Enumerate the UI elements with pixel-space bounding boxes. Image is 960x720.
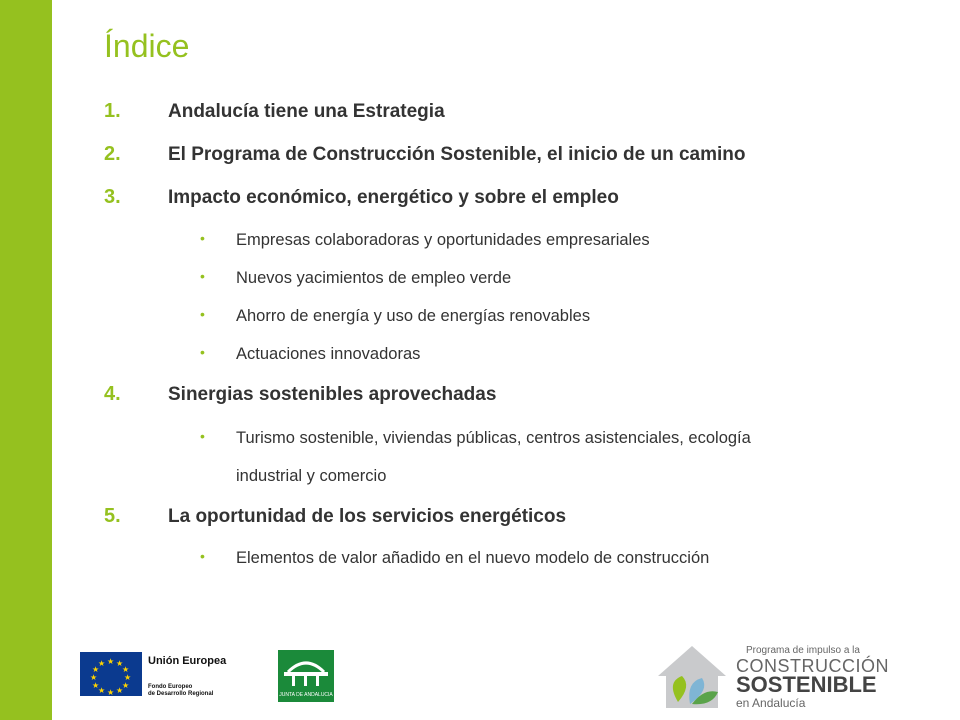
- item-title: Impacto económico, energético y sobre el empleo: [168, 187, 619, 208]
- construccion-sostenible-house-icon: [652, 642, 732, 712]
- junta-andalucia-logo: [278, 650, 334, 702]
- eu-logo-title: Unión Europea: [148, 655, 227, 667]
- cs-logo-line4: en Andalucía: [736, 696, 806, 710]
- bullet-icon: •: [200, 268, 205, 284]
- eu-logo-sub-line2: de Desarrollo Regional: [148, 691, 214, 697]
- eu-logo-sub-line1: Fondo Europeo: [148, 684, 193, 690]
- junta-logo-text: JUNTA DE ANDALUCIA: [279, 692, 333, 698]
- item-title: Sinergias sostenibles aprovechadas: [168, 384, 497, 405]
- bullet-icon: •: [200, 344, 205, 360]
- bullet-icon: •: [200, 548, 205, 564]
- item-number: 5.: [104, 505, 121, 527]
- bullet-icon: •: [200, 230, 205, 246]
- item-number: 1.: [104, 100, 121, 122]
- item-title: La oportunidad de los servicios energéticos: [168, 506, 567, 527]
- bullet-icon: •: [200, 306, 205, 322]
- sub-item-continuation: industrial y comercio: [236, 467, 387, 485]
- junta-emblem-icon: [278, 650, 334, 694]
- item-title: Andalucía tiene una Estrategia: [168, 101, 445, 122]
- cs-logo-line3: SOSTENIBLE: [736, 672, 877, 697]
- sub-item: Ahorro de energía y uso de energías renovables: [236, 307, 591, 325]
- bullet-icon: •: [200, 428, 205, 444]
- sub-item: Actuaciones innovadoras: [236, 345, 421, 363]
- sub-item: Nuevos yacimientos de empleo verde: [236, 269, 512, 287]
- item-number: 4.: [104, 383, 121, 405]
- left-accent-bar: [0, 0, 52, 720]
- sub-item: Empresas colaboradoras y oportunidades empresariales: [236, 231, 650, 249]
- page-title: Índice: [104, 28, 190, 64]
- sub-item: Elementos de valor añadido en el nuevo modelo de construcción: [236, 549, 710, 567]
- cs-logo-line1: Programa de impulso a la: [746, 645, 860, 656]
- eu-logo-subtitle: [148, 684, 213, 698]
- item-number: 3.: [104, 186, 121, 208]
- eu-flag-logo: ★ ★ ★ ★ ★ ★ ★ ★ ★ ★ ★ ★: [80, 652, 142, 696]
- item-title: El Programa de Construcción Sostenible, el inicio de un camino: [168, 144, 746, 165]
- sub-item: Turismo sostenible, viviendas públicas, centros asistenciales, ecología: [236, 429, 751, 447]
- item-number: 2.: [104, 143, 121, 165]
- cs-logo-line2: CONSTRUCCIÓN: [736, 656, 889, 676]
